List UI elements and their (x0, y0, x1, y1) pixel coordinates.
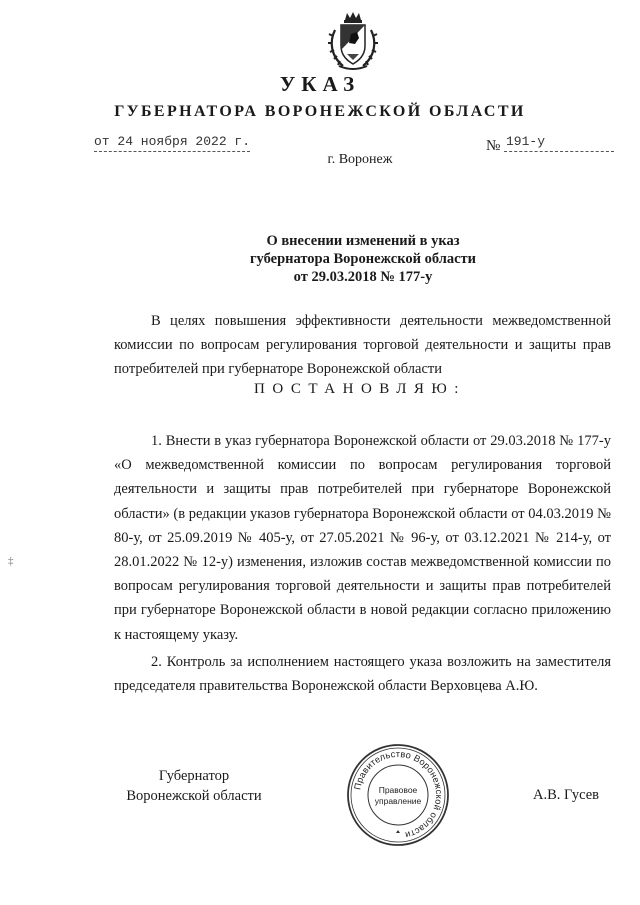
official-stamp (345, 742, 451, 848)
stamp-center-line-2: управление (374, 796, 422, 806)
document-title: УКАЗ (279, 72, 361, 96)
decree-word: ПОСТАНОВЛЯЮ: (254, 381, 466, 397)
decree-item-1: 1. Внести в указ губернатора Воронежской области от 29.03.2018 № 177-у «О межведомственной комиссии по вопросам регулирования торговой деятельности и защиты прав потребителей при губернаторе Воронежской области» (в редакции указов губернатора Воронежской области от 04.03.2019 № 80-у, от 25.09.2019 № 405-у, от 27.05.2021 № 96-у, от 03.12.2021 № 214-у, от 28.01.2022 № 12-у) изменения, изложив состав межведомственной комиссии по вопросам регулирования торговой деятельности и защиты прав потребителей при губернаторе Воронежской области в новой редакции согласно приложению к настоящему указу. (114, 433, 611, 643)
stamp-center-line-1: Правовое (378, 785, 418, 795)
document-date: от 24 ноября 2022 г. (94, 134, 251, 149)
document-city: г. Воронеж (327, 152, 393, 167)
preamble-paragraph: В целях повышения эффективности деятельности межведомственной комиссии по вопросам регулирования торговой деятельности и защиты прав потребителей при губернаторе Воронежской области (114, 313, 611, 377)
coat-of-arms-emblem (327, 10, 379, 72)
document-subject (0, 232, 640, 286)
subject-line-3: от 29.03.2018 № 177-у (293, 269, 433, 285)
decree-item-2: 2. Контроль за исполнением настоящего указа возложить на заместителя председателя правительства Воронежской области Верховцева А.Ю. (114, 654, 611, 695)
stamp-ring-text: Правительство Воронежской области (352, 748, 445, 841)
margin-mark: ‡ (8, 555, 14, 567)
subject-line-1: О внесении изменений в указ (266, 233, 460, 249)
document-number: 191-у (506, 134, 546, 149)
signer-position-line-2: Воронежской области (126, 788, 262, 804)
signer-position-line-1: Губернатор (158, 768, 230, 784)
signer-position (114, 766, 274, 806)
document-subtitle: ГУБЕРНАТОРА ВОРОНЕЖСКОЙ ОБЛАСТИ (114, 103, 526, 120)
subject-line-2: губернатора Воронежской области (249, 251, 477, 267)
number-sign: № (486, 138, 501, 154)
signer-name: А.В. Гусев (533, 787, 599, 803)
